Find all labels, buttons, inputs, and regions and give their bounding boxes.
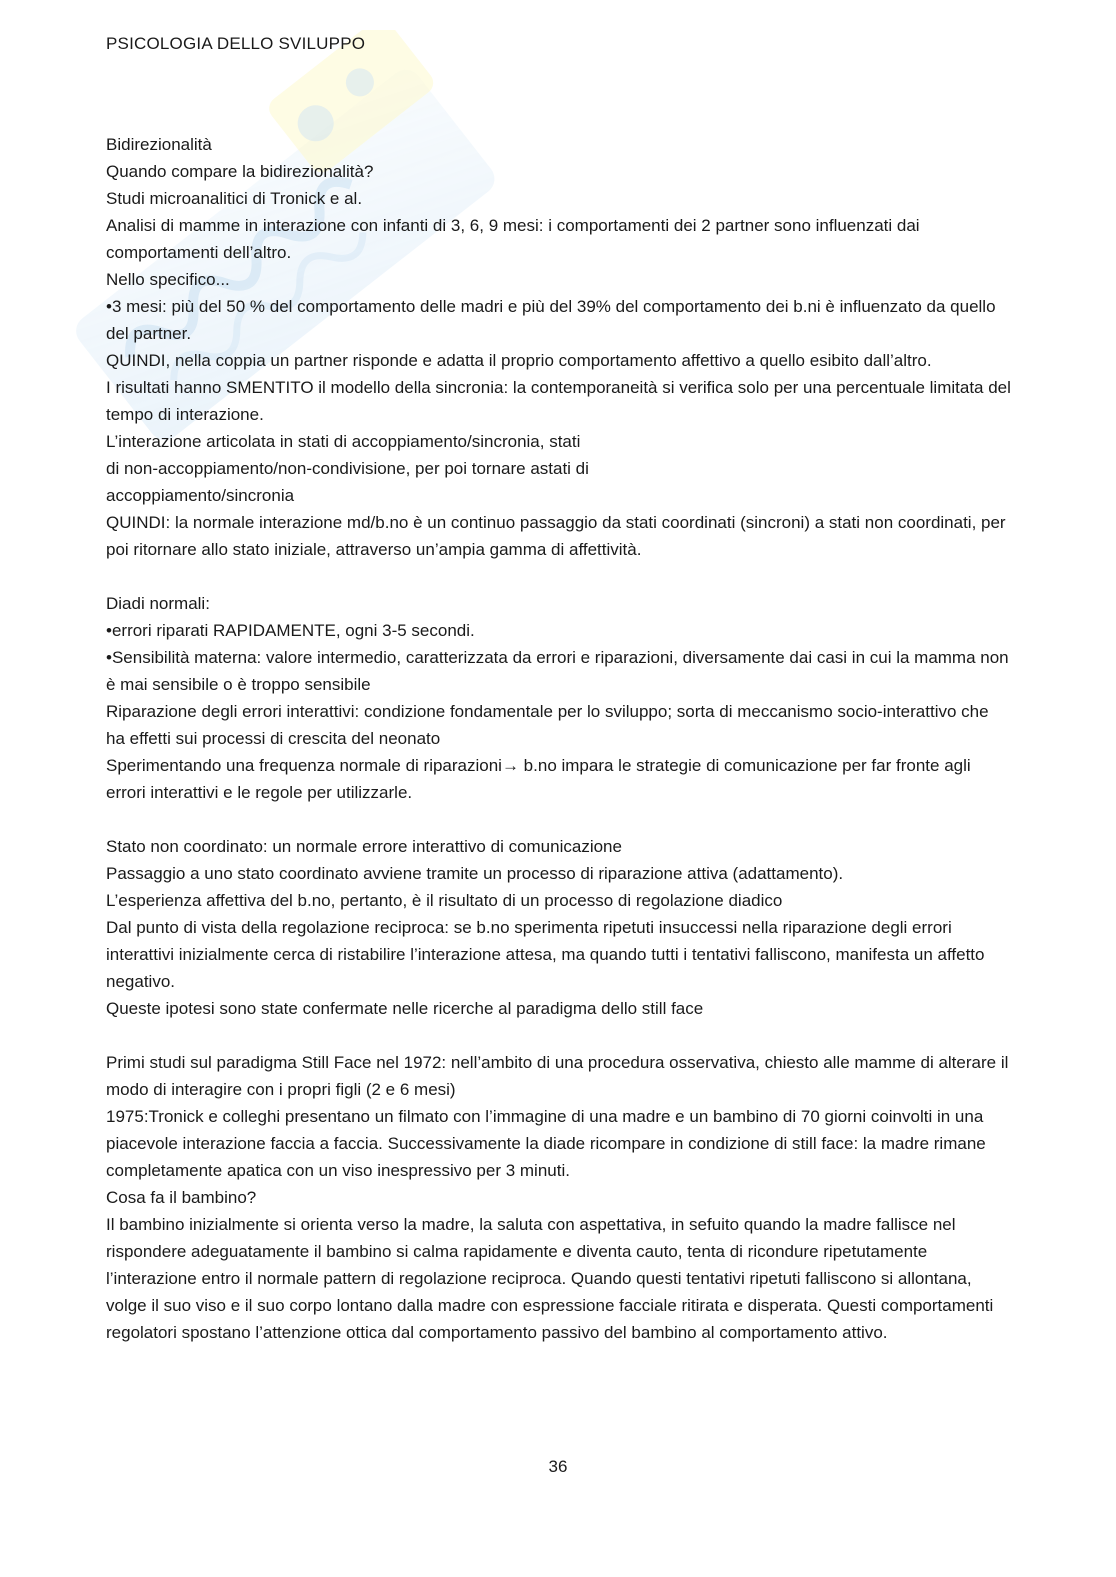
text-line: Stato non coordinato: un normale errore interattivo di comunicazione [106,837,622,856]
document-body [106,131,1016,1373]
text-line: di non-accoppiamento/non-condivisione, per poi tornare astati di [106,459,589,478]
paragraph-bidirezionalita [106,131,1016,563]
text-line: •errori riparati RAPIDAMENTE, ogni 3-5 secondi. [106,621,475,640]
text-line: QUINDI: la normale interazione md/b.no è un continuo passaggio da stati coordinati (sincroni) a stati non coordinati, per poi ritornare allo stato iniziale, attraverso un’ampia gamma di affettività. [106,513,1011,559]
text-line: Studi microanalitici di Tronick e al. [106,189,363,208]
text-line: Bidirezionalità [106,135,212,154]
text-line: L’esperienza affettiva del b.no, pertanto, è il risultato di un processo di regolazione diadico [106,891,783,910]
text-line: 1975:Tronick e colleghi presentano un filmato con l’immagine di una madre e un bambino di 70 giorni coinvolti in una piacevole interazione faccia a faccia. Successivamente la diade ricompare in condizione di still face: la madre rimane completamente apatica con un viso inespressivo per 3 minuti. [106,1107,991,1180]
text-line: Passaggio a uno stato coordinato avviene tramite un processo di riparazione attiva (adattamento). [106,864,844,883]
text-line: •3 mesi: più del 50 % del comportamento delle madri e più del 39% del comportamento dei b.ni è influenzato da quello del partner. [106,297,1001,343]
text-line: Il bambino inizialmente si orienta verso la madre, la saluta con aspettativa, in sefuito quando la madre fallisce nel rispondere adeguatamente il bambino si calma rapidamente e diventa cauto, tenta di ricondure ripetutamente l’interazione entro il normale pattern di regolazione reciproca. Quando questi tentativi ripetuti falliscono si allontana, volge il suo viso e il suo corpo lontano dalla madre con espressione facciale ritirata e disperata. Questi comportamenti regolatori spostano l’attenzione ottica dal comportamento passivo del bambino al comportamento attivo. [106,1215,999,1342]
page-number: 36 [548,1457,568,1476]
text-line: Sperimentando una frequenza normale di riparazioni→ b.no impara le strategie di comunicazione per far fronte agli errori interattivi e le regole per utilizzarle. [106,756,976,802]
paragraph-diadi-normali [106,590,1014,806]
text-line: Cosa fa il bambino? [106,1188,257,1207]
paragraph-still-face [106,1049,1014,1346]
text-line: Diadi normali: [106,594,210,613]
text-line: L’interazione articolata in stati di accoppiamento/sincronia, stati [106,432,581,451]
text-line: •Sensibilità materna: valore intermedio, caratterizzata da errori e riparazioni, diversamente dai casi in cui la mamma non è mai sensibile o è troppo sensibile [106,648,1014,694]
text-line: Primi studi sul paradigma Still Face nel 1972: nell’ambito di una procedura osservativa, chiesto alle mamme di alterare il modo di interagire con i propri figli (2 e 6 mesi) [106,1053,1014,1099]
text-line: Queste ipotesi sono state confermate nelle ricerche al paradigma dello still face [106,999,704,1018]
text-line: Riparazione degli errori interattivi: condizione fondamentale per lo sviluppo; sorta di meccanismo socio-interattivo che ha effetti sui processi di crescita del neonato [106,702,994,748]
paragraph-stato-non-coordinato [106,833,1011,1022]
text-line: accoppiamento/sincronia [106,486,295,505]
text-line: Nello specifico... [106,270,230,289]
text-line: Dal punto di vista della regolazione reciproca: se b.no sperimenta ripetuti insuccessi nella riparazione degli errori interattivi inizialmente cerca di ristabilire l’interazione attesa, ma quando tutti i tentativi falliscono, manifesta un affetto negativo. [106,918,990,991]
text-line: Quando compare la bidirezionalità? [106,162,374,181]
page-header: PSICOLOGIA DELLO SVILUPPO [106,34,366,53]
text-line: QUINDI, nella coppia un partner risponde e adatta il proprio comportamento affettivo a quello esibito dall’altro. [106,351,932,370]
text-line: I risultati hanno SMENTITO il modello della sincronia: la contemporaneità si verifica solo per una percentuale limitata del tempo di interazione. [106,378,1016,424]
text-line: Analisi di mamme in interazione con infanti di 3, 6, 9 mesi: i comportamenti dei 2 partner sono influenzati dai comportamenti dell’altro. [106,216,925,262]
